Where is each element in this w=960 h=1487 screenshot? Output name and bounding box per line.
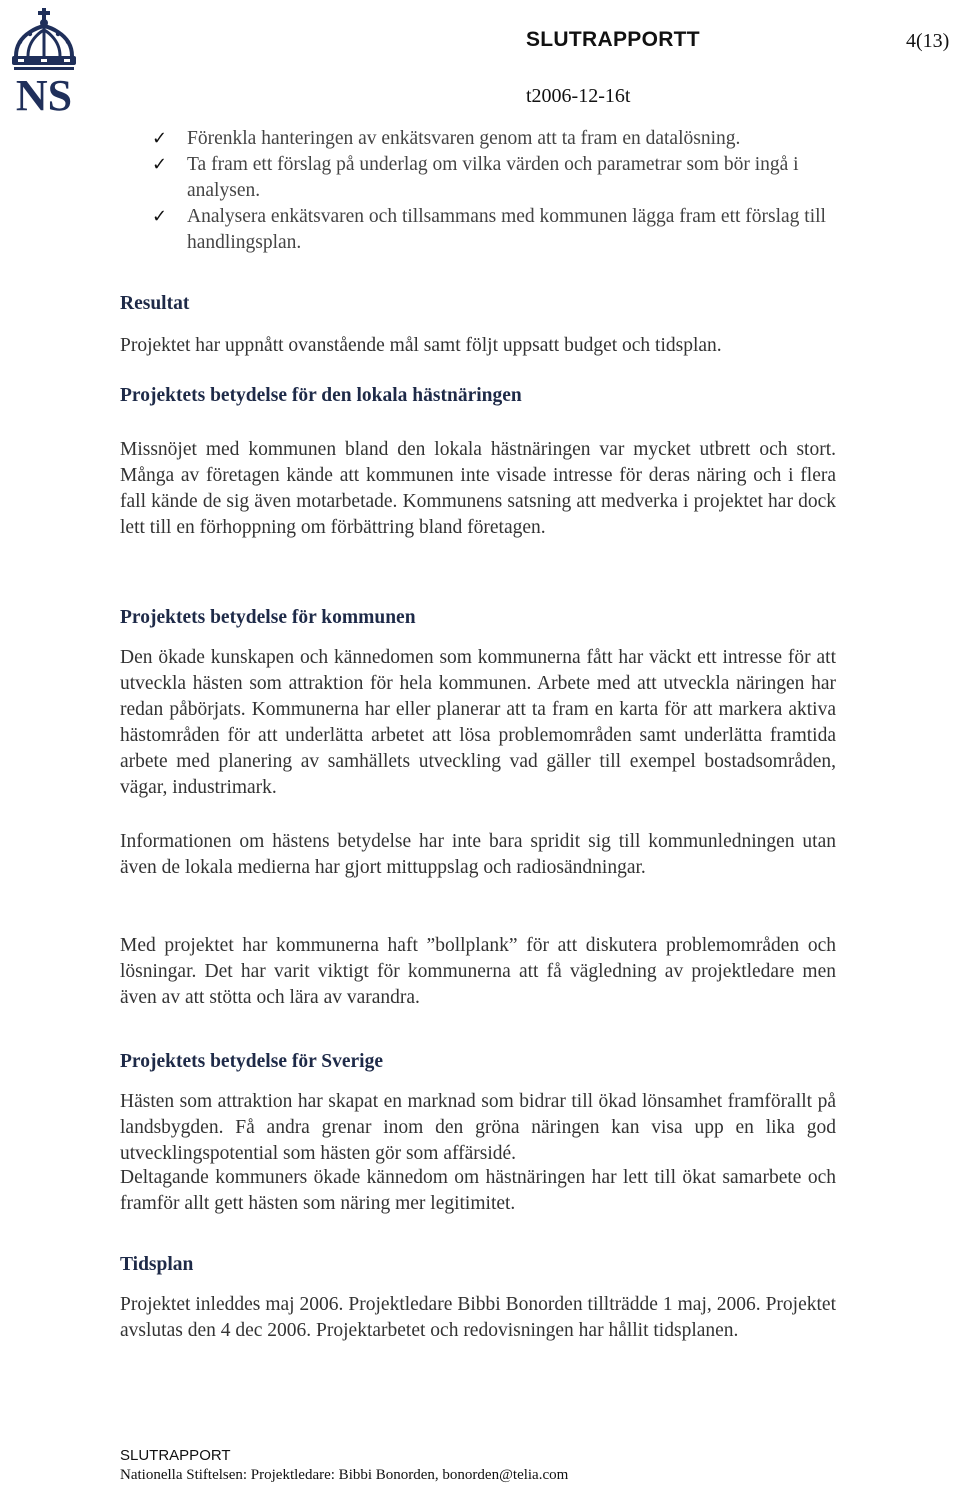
footer-contact: Nationella Stiftelsen: Projektledare: Bibbi Bonorden, bonorden@telia.com (120, 1467, 569, 1483)
report-title: SLUTRAPPORTT (526, 28, 700, 51)
paragraph-kommunen-3: Med projektet har kommunerna haft ”bollplank” för att diskutera problemområden och lösningar. Det har varit viktigt för kommunerna att få vägledning av projektledare men även av att stötta och lära av varandra. (120, 935, 836, 1008)
heading-lokala-hastnaringen: Projektets betydelse för den lokala hästnäringen (120, 385, 522, 406)
checklist-item (152, 152, 842, 204)
report-date: t2006-12-16t (526, 85, 631, 107)
checklist-item-text: Förenkla hanteringen av enkätsvaren genom att ta fram en datalösning. (187, 128, 741, 149)
paragraph-resultat: Projektet har uppnått ovanstående mål samt följt uppsatt budget och tidsplan. (120, 335, 722, 356)
footer-title: SLUTRAPPORT (120, 1447, 231, 1464)
page-number: 4(13) (906, 30, 950, 52)
paragraph-sverige-1: Hästen som attraktion har skapat en marknad som bidrar till ökad lönsamhet framförallt på landsbygden. Få andra grenar inom den gröna näringen kan visa upp en lika god utvecklingspotential som hästen gör som affärsidé. (120, 1091, 836, 1164)
crown-icon (6, 6, 82, 112)
heading-sverige: Projektets betydelse för Sverige (120, 1051, 383, 1072)
goal-checklist (152, 126, 842, 256)
checkmark-icon: ✓ (152, 154, 168, 175)
checkmark-icon: ✓ (152, 128, 168, 149)
checklist-item (152, 126, 842, 152)
heading-tidsplan: Tidsplan (120, 1254, 194, 1275)
paragraph-lokala-hastnaringen: Missnöjet med kommunen bland den lokala hästnäringen var mycket utbrett och stort. Många av företagen kände att kommunen inte visade intresse för deras näring och i flera fall kände de sig även motarbetade. Kommunens satsning att medverka i projektet har dock lett till en förhoppning om förbättring bland företagen. (120, 439, 836, 538)
checklist-item-text: Ta fram ett förslag på underlag om vilka värden och parametrar som bör ingå i analysen. (187, 154, 799, 201)
crown-logo (6, 6, 82, 112)
paragraph-kommunen-1: Den ökade kunskapen och kännedomen som kommunerna fått har väckt ett intresse för att utveckla hästen som attraktion för hela kommunen. Arbete med att utveckla näringen har redan påbörjats. Kommunerna har eller planerar att ta fram en karta för att markera aktiva hästområden för att underlätta arbetet att lösa problemområden samt underlätta framtida arbete med planering av samhällets utveckling vad gäller till exempel bostadsområden, vägar, industrimark. (120, 647, 836, 798)
logo-text: NS (15, 71, 73, 112)
paragraph-tidsplan: Projektet inleddes maj 2006. Projektledare Bibbi Bonorden tillträdde 1 maj, 2006. Projektet avslutas den 4 dec 2006. Projektarbetet och redovisningen har hållit tidsplanen. (120, 1294, 836, 1341)
heading-kommunen: Projektets betydelse för kommunen (120, 607, 416, 628)
checklist-item-text: Analysera enkätsvaren och tillsammans med kommunen lägga fram ett förslag till handlingsplan. (187, 206, 826, 253)
heading-resultat: Resultat (120, 293, 190, 314)
checkmark-icon: ✓ (152, 206, 168, 227)
paragraph-sverige-2: Deltagande kommuners ökade kännedom om hästnäringen har lett till ökat samarbete och framför allt gett hästen som näring mer legitimitet. (120, 1167, 836, 1214)
paragraph-kommunen-2: Informationen om hästens betydelse har inte bara spridit sig till kommunledningen utan även de lokala medierna har gjort mittuppslag och radiosändningar. (120, 831, 836, 878)
checklist-item (152, 204, 842, 256)
